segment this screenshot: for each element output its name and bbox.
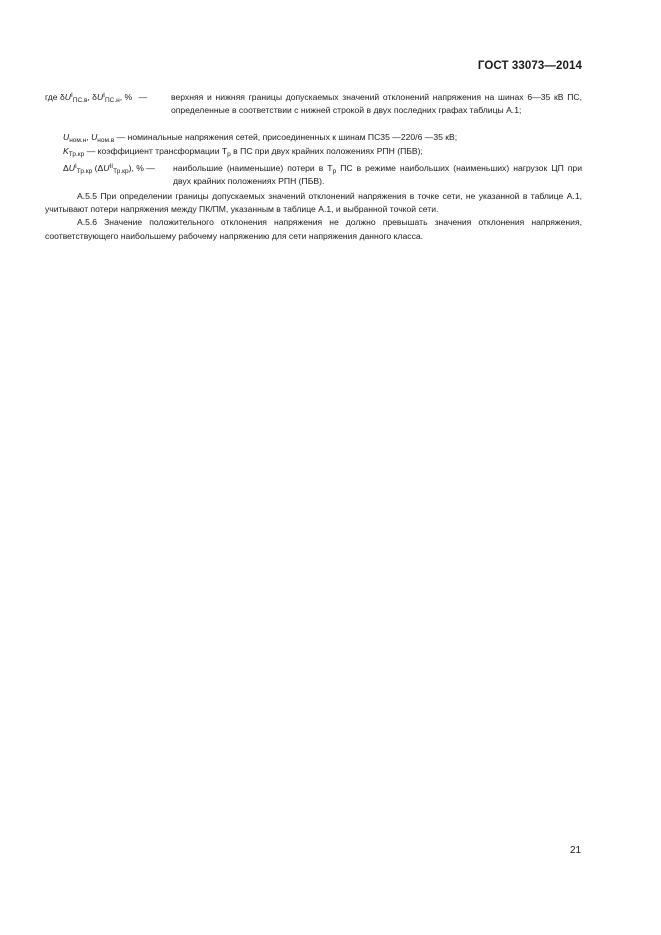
definition-text: номинальные напряжения сетей, присоединенных к шинам ПС35 —220/6 —35 кВ; (127, 132, 458, 142)
term-prefix: где (45, 92, 58, 102)
definition-row (45, 145, 582, 162)
term-dash: — (116, 132, 126, 142)
document-body (45, 91, 582, 243)
term-dash: — (86, 146, 96, 156)
definition-text: коэффициент трансформации $Т_р$ в ПС при двух крайних положениях РПН (ПБВ); (97, 146, 423, 158)
page-number: 21 (570, 845, 582, 856)
definition-term (45, 91, 147, 104)
term-symbol: $\delta U^I_{ПС.в}$, $\delta U^I_{ПС.н}$, % (59, 92, 133, 104)
paragraph-a56: А.5.6 Значение положительного отклонения напряжения не должно превышать значения отклонения напряжения, соответствующего наибольшему рабочему напряжению для сети напряжения данного класса. (45, 217, 582, 241)
definition-text: верхняя и нижняя границы допускаемых значений отклонений напряжения на шинах 6—35 кВ ПС, определенные в соответствии с нижней строкой в двух последних графах таблицы А.1; (171, 92, 582, 116)
paragraph-a55: А.5.5 При определении границы допускаемых значений отклонений напряжения в точке сети, не указанной в таблице А.1, учитывают потери напряжения между ПК/ПМ, указанным в таблице А.1, и выбранной точкой сети. (45, 191, 582, 215)
definition-text: наибольшие (наименьшие) потери в $Т_р$ ПС в режиме наибольших (наименьших) нагрузок ЦП при двух крайних положениях РПН (ПБВ). (173, 163, 583, 187)
term-symbol: $U_{ном.н}$, $U_{ном.в}$ (63, 132, 115, 144)
term-dash: — (138, 92, 148, 102)
term-dash: — (146, 163, 155, 173)
definition-row (45, 91, 582, 131)
term-symbol: $\Delta U^I_{Тр.кр}$ $(\Delta U^{II}_{Тр.кр})$, % (63, 163, 144, 175)
definition-term (63, 145, 423, 158)
definition-row (45, 131, 582, 145)
definition-term (63, 131, 457, 144)
definition-row (45, 162, 582, 190)
definition-term (63, 162, 155, 175)
document-header: ГОСТ 33073—2014 (477, 60, 582, 72)
term-symbol: $K_{Тр.кр}$ (63, 146, 85, 158)
